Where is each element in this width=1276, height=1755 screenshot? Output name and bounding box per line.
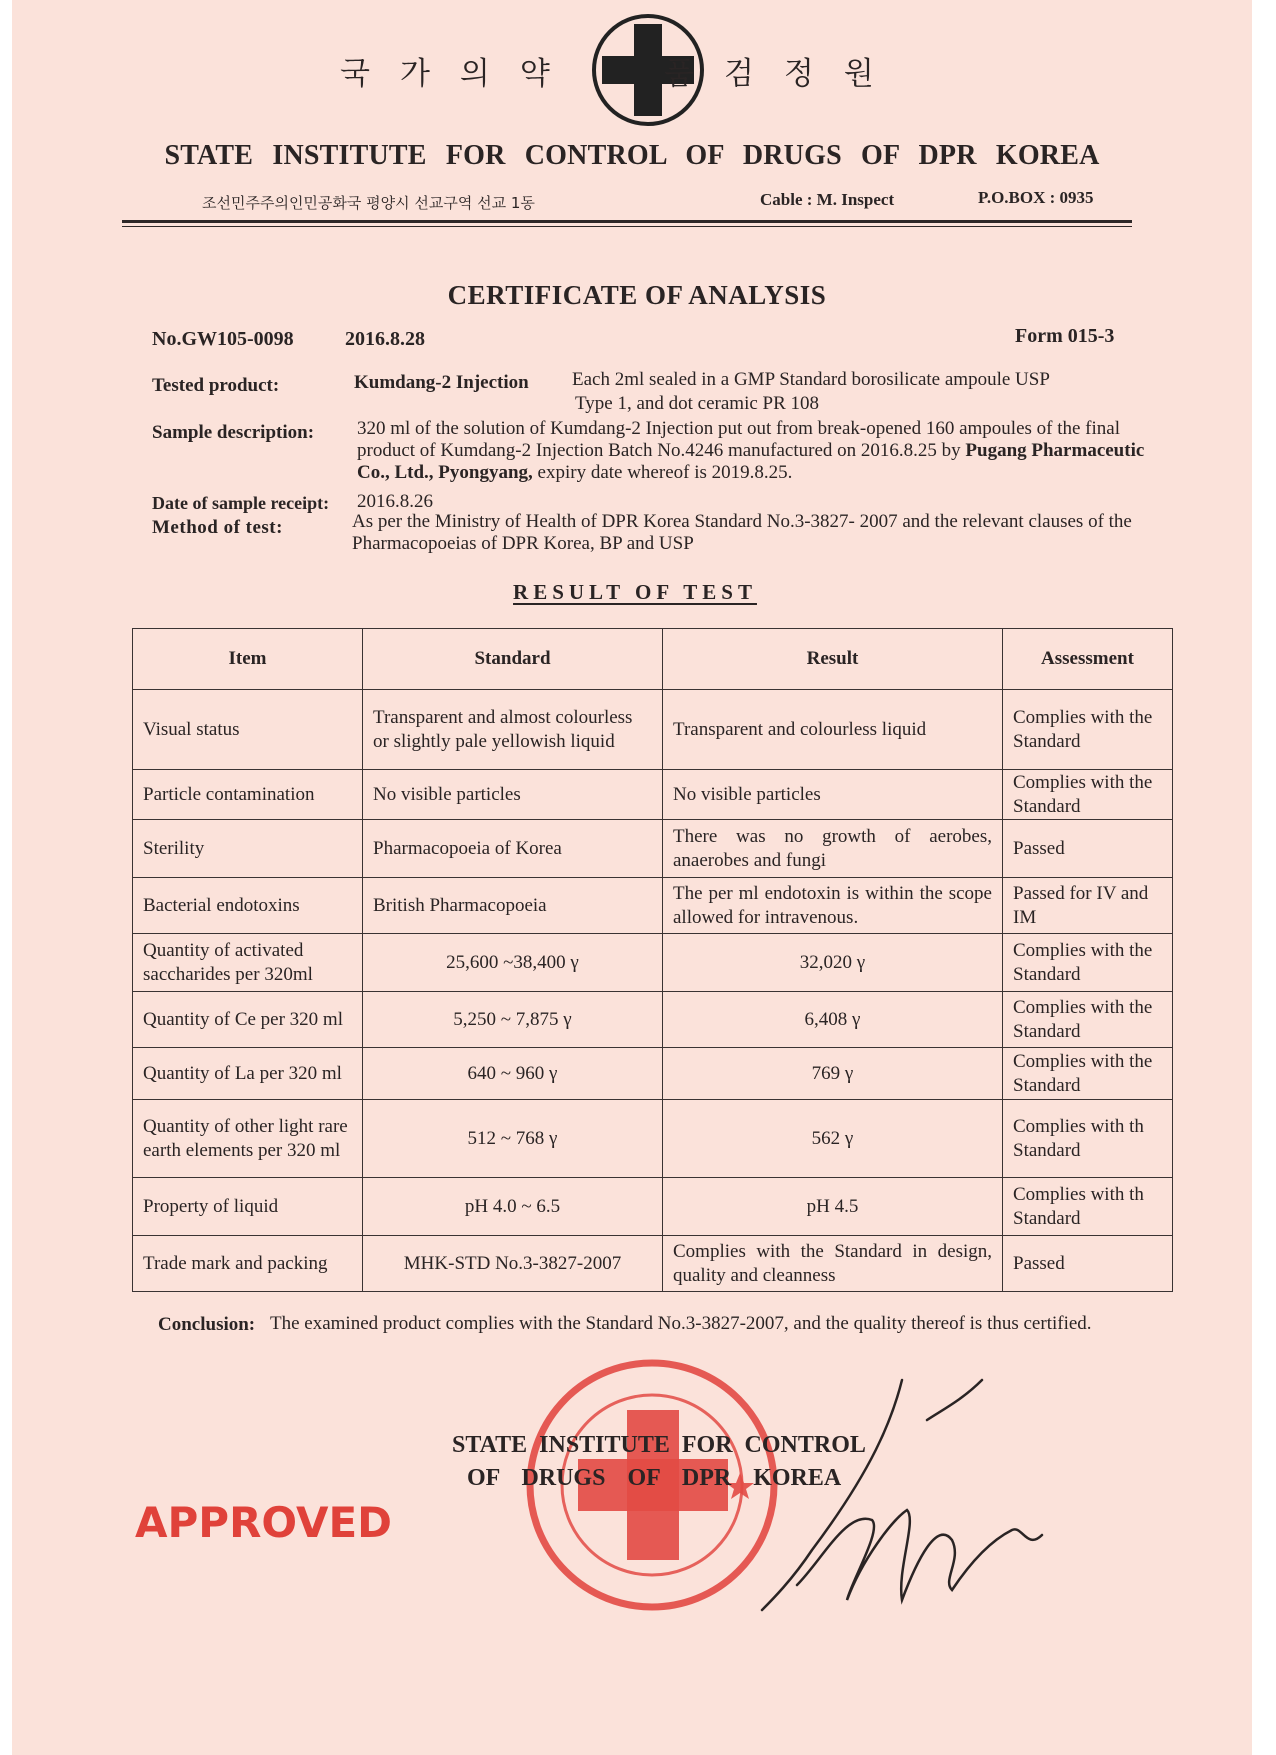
conclusion-label: Conclusion: — [158, 1314, 256, 1335]
cell-assessment: Passed — [1003, 1236, 1173, 1292]
header-result: Result — [663, 629, 1003, 690]
certificate-title: CERTIFICATE OF ANALYSIS — [447, 280, 827, 310]
cell-item: Bacterial endotoxins — [133, 878, 363, 934]
result-of-test-heading: RESULT OF TEST — [513, 580, 757, 604]
cell-standard: British Pharmacopoeia — [363, 878, 663, 934]
certificate-page — [12, 0, 1252, 1755]
cell-assessment: Complies with th Standard — [1003, 1100, 1173, 1178]
header-standard: Standard — [363, 629, 663, 690]
results-table — [132, 628, 1173, 1292]
cell-result: 562 γ — [663, 1100, 1003, 1178]
cell-item: Particle contamination — [133, 770, 363, 820]
korean-title-right: 품검정원 — [664, 56, 904, 92]
table-row — [133, 690, 1173, 770]
cell-result: 769 γ — [663, 1048, 1003, 1100]
cell-standard: 640 ~ 960 γ — [363, 1048, 663, 1100]
sample-description-part1: 320 ml of the solution of Kumdang-2 Injection put out from break-opened 160 ampoules of the final product of Kumdang-2 Injection Batch No.4246 manufactured on 2016.8.25 by — [357, 418, 1120, 461]
po-box: P.O.BOX : 0935 — [978, 188, 1094, 207]
sample-description-part2: expiry date whereof is 2019.8.25. — [532, 462, 793, 483]
cell-standard: 512 ~ 768 γ — [363, 1100, 663, 1178]
cell-item: Sterility — [133, 820, 363, 878]
cell-standard: MHK-STD No.3-3827-2007 — [363, 1236, 663, 1292]
cell-result: The per ml endotoxin is within the scope allowed for intravenous. — [663, 878, 1003, 934]
cell-result: 6,408 γ — [663, 992, 1003, 1048]
cell-result: 32,020 γ — [663, 934, 1003, 992]
table-row — [133, 770, 1173, 820]
tested-product-label: Tested product: — [152, 375, 280, 396]
header-assessment: Assessment — [1003, 629, 1173, 690]
table-row — [133, 1048, 1173, 1100]
cell-assessment: Passed — [1003, 820, 1173, 878]
receipt-date: 2016.8.26 — [357, 491, 433, 512]
cell-assessment: Complies with the Standard — [1003, 934, 1173, 992]
method-label: Method of test: — [152, 517, 283, 538]
certificate-date: 2016.8.28 — [345, 328, 425, 350]
signature-institute-line1: STATE INSTITUTE FOR CONTROL — [452, 1432, 866, 1458]
institute-name: STATE INSTITUTE FOR CONTROL OF DRUGS OF DPR KOREA — [164, 140, 1100, 171]
method-of-test: As per the Ministry of Health of DPR Korea Standard No.3-3827- 2007 and the relevant clauses of the Pharmacopoeias of DPR Korea, BP and USP — [352, 511, 1132, 554]
cell-standard: pH 4.0 ~ 6.5 — [363, 1178, 663, 1236]
cell-item: Quantity of other light rare earth elements per 320 ml — [133, 1100, 363, 1178]
table-header-row — [133, 629, 1173, 690]
conclusion-text: The examined product complies with the Standard No.3-3827-2007, and the quality thereof is thus certified. — [270, 1313, 1092, 1334]
table-row — [133, 1178, 1173, 1236]
cell-item: Property of liquid — [133, 1178, 363, 1236]
table-row — [133, 992, 1173, 1048]
table-row — [133, 1100, 1173, 1178]
cell-item: Quantity of La per 320 ml — [133, 1048, 363, 1100]
cell-item: Quantity of Ce per 320 ml — [133, 992, 363, 1048]
sample-description-label: Sample description: — [152, 422, 315, 443]
certificate-number: No.GW105-0098 — [152, 328, 294, 350]
form-number: Form 015-3 — [1015, 325, 1115, 347]
product-description-line2: Type 1, and dot ceramic PR 108 — [575, 393, 820, 414]
cell-assessment: Complies with the Standard — [1003, 770, 1173, 820]
cell-item: Quantity of activated saccharides per 320ml — [133, 934, 363, 992]
cable-address: Cable : M. Inspect — [760, 190, 895, 209]
product-name: Kumdang-2 Injection — [354, 372, 529, 393]
korean-title-left: 국가의약 — [340, 56, 580, 92]
header-divider-thin — [122, 226, 1132, 227]
cell-assessment: Complies with the Standard — [1003, 1048, 1173, 1100]
cell-standard: No visible particles — [363, 770, 663, 820]
cell-result: Transparent and colourless liquid — [663, 690, 1003, 770]
cell-standard: 5,250 ~ 7,875 γ — [363, 992, 663, 1048]
cell-item: Visual status — [133, 690, 363, 770]
address-korean: 조선민주주의인민공화국 평양시 선교구역 선교 1동 — [202, 194, 535, 212]
receipt-date-label: Date of sample receipt: — [152, 493, 330, 513]
cell-result: pH 4.5 — [663, 1178, 1003, 1236]
cell-item: Trade mark and packing — [133, 1236, 363, 1292]
header-item: Item — [133, 629, 363, 690]
table-row — [133, 820, 1173, 878]
approved-stamp: APPROVED — [135, 1498, 393, 1547]
table-row — [133, 934, 1173, 992]
product-description-line1: Each 2ml sealed in a GMP Standard borosilicate ampoule USP — [572, 369, 1050, 390]
cell-standard: Transparent and almost colourless or slightly pale yellowish liquid — [363, 690, 663, 770]
cell-assessment: Complies with th Standard — [1003, 1178, 1173, 1236]
handwritten-signature-icon — [752, 1360, 1082, 1630]
sample-description — [357, 418, 1157, 484]
sample-manufacturer: Pugang Pharmaceutic Co., Ltd., Pyongyang, — [357, 440, 1145, 483]
cell-assessment: Passed for IV and IM — [1003, 878, 1173, 934]
table-row — [133, 1236, 1173, 1292]
cell-result: There was no growth of aerobes, anaerobes and fungi — [663, 820, 1003, 878]
cell-standard: Pharmacopoeia of Korea — [363, 820, 663, 878]
cell-result: No visible particles — [663, 770, 1003, 820]
cell-standard: 25,600 ~38,400 γ — [363, 934, 663, 992]
cell-assessment: Complies with the Standard — [1003, 690, 1173, 770]
cell-result: Complies with the Standard in design, quality and cleanness — [663, 1236, 1003, 1292]
header-divider — [122, 220, 1132, 223]
cell-assessment: Complies with the Standard — [1003, 992, 1173, 1048]
table-row — [133, 878, 1173, 934]
signature-institute-line2: OF DRUGS OF DPR KOREA — [467, 1465, 842, 1491]
